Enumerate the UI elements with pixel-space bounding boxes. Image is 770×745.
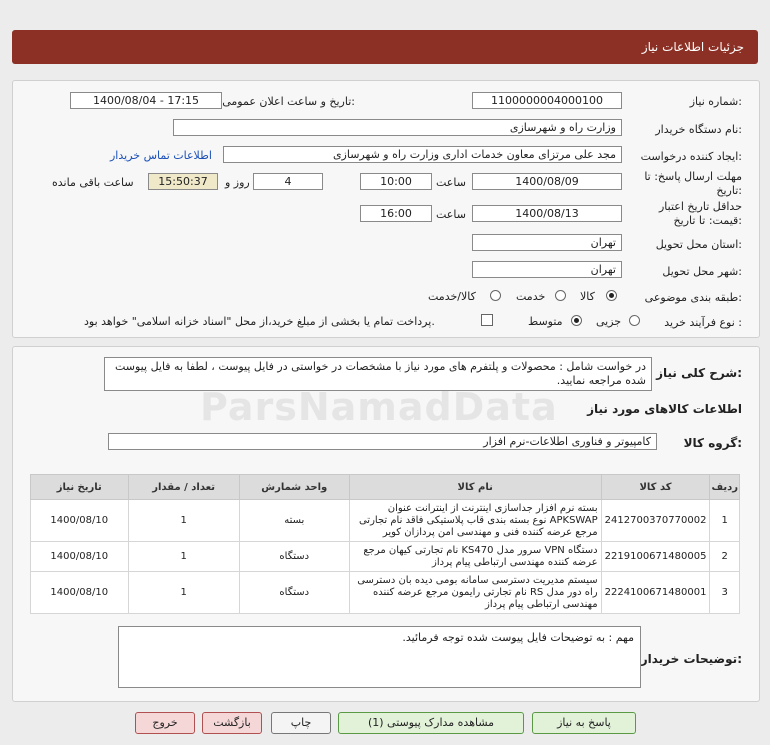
category-both-radio[interactable] bbox=[490, 290, 501, 301]
table-row[interactable] bbox=[31, 572, 740, 614]
creator-label: ایجاد کننده درخواست: bbox=[640, 150, 742, 163]
creator-field: مجد علی مرتزای معاون خدمات اداری وزارت راه و شهرسازی bbox=[223, 146, 622, 163]
goods-group-label: گروه کالا: bbox=[683, 436, 742, 450]
validity-label: حداقل تاریخ اعتبار قیمت: تا تاریخ: bbox=[658, 200, 742, 227]
validity-time-field: 16:00 bbox=[360, 205, 432, 222]
cell-date: 1400/08/10 bbox=[31, 500, 129, 542]
need-number-label: شماره نیاز: bbox=[689, 95, 742, 108]
cell-name: بسته نرم افزار جداسازی اینترنت از اینترانت عنوان APKSWAP نوع بسته بندی قاب پلاستیکی فاقد نام تجارتی مرجع عرضه کننده فنی و مهندسی امن پردازان کویر bbox=[349, 500, 601, 542]
cell-unit: دستگاه bbox=[239, 572, 349, 614]
buyer-org-label: نام دستگاه خریدار: bbox=[655, 123, 742, 136]
cell-code: 2219100671480005 bbox=[601, 542, 710, 572]
validity-time-label: ساعت bbox=[436, 208, 466, 221]
process-minor-radio[interactable] bbox=[629, 315, 640, 326]
category-service-radio[interactable] bbox=[555, 290, 566, 301]
cell-code: 2224100671480001 bbox=[601, 572, 710, 614]
page-title: جزئیات اطلاعات نیاز bbox=[641, 40, 744, 54]
cell-row: 3 bbox=[710, 572, 740, 614]
category-both-label: کالا/خدمت bbox=[428, 290, 476, 303]
process-label: نوع فرآیند خرید : bbox=[664, 316, 742, 329]
reply-time-label: ساعت bbox=[436, 176, 466, 189]
treasury-payment-note: پرداخت تمام یا بخشی از مبلغ خرید،از محل "اسناد خزانه اسلامی" خواهد بود. bbox=[84, 315, 435, 328]
cell-qty: 1 bbox=[128, 542, 239, 572]
process-minor-label: جزیی bbox=[596, 315, 622, 328]
province-label: استان محل تحویل: bbox=[655, 238, 742, 251]
col-name: نام کالا bbox=[349, 475, 601, 500]
page-header bbox=[12, 30, 758, 64]
category-label: طبقه بندی موضوعی: bbox=[644, 291, 742, 304]
buyer-org-field: وزارت راه و شهرسازی bbox=[173, 119, 622, 136]
goods-section-title: اطلاعات کالاهای مورد نیاز bbox=[587, 402, 742, 416]
cell-row: 1 bbox=[710, 500, 740, 542]
cell-qty: 1 bbox=[128, 572, 239, 614]
category-service-label: خدمت bbox=[516, 290, 546, 303]
cell-qty: 1 bbox=[128, 500, 239, 542]
cell-date: 1400/08/10 bbox=[31, 542, 129, 572]
table-row[interactable] bbox=[31, 500, 740, 542]
table-row[interactable] bbox=[31, 542, 740, 572]
reply-time-field: 10:00 bbox=[360, 173, 432, 190]
print-button[interactable]: چاپ bbox=[271, 712, 331, 734]
col-date: تاریخ نیاز bbox=[31, 475, 129, 500]
cell-code: 2412700370770002 bbox=[601, 500, 710, 542]
city-field: تهران bbox=[472, 261, 622, 278]
validity-date-field: 1400/08/13 bbox=[472, 205, 622, 222]
reply-button[interactable]: پاسخ به نیاز bbox=[532, 712, 636, 734]
announce-field: 1400/08/04 - 17:15 bbox=[70, 92, 222, 109]
description-box: در خواست شامل : محصولات و پلتفرم های مورد نیاز با مشخصات در خواستی در فایل پیوست ، لطفا به فایل پیوست شده مراجعه نمایید. bbox=[104, 357, 652, 391]
col-unit: واحد شمارش bbox=[239, 475, 349, 500]
reply-deadline-label: مهلت ارسال پاسخ: تا تاریخ: bbox=[644, 170, 742, 197]
province-field: تهران bbox=[472, 234, 622, 251]
view-attachments-button[interactable]: مشاهده مدارک پیوستی (1) bbox=[338, 712, 524, 734]
need-number-field: 1100000004000100 bbox=[472, 92, 622, 109]
cell-name: دستگاه VPN سرور مدل KS470 نام تجارتی کیهان مرجع عرضه کننده مهندسی ارتباطی پیام پرداز bbox=[349, 542, 601, 572]
reply-date-field: 1400/08/09 bbox=[472, 173, 622, 190]
exit-button[interactable]: خروج bbox=[135, 712, 195, 734]
goods-group-field: کامپیوتر و فناوری اطلاعات-نرم افزار bbox=[108, 433, 657, 450]
remaining-time-field: 15:50:37 bbox=[148, 173, 218, 190]
goods-table-wrap bbox=[30, 474, 740, 614]
contact-buyer-link[interactable]: اطلاعات تماس خریدار bbox=[110, 149, 212, 162]
announce-label: تاریخ و ساعت اعلان عمومی: bbox=[222, 95, 355, 108]
category-goods-label: کالا bbox=[580, 290, 595, 303]
buyer-notes-box: مهم : به توضیحات فایل پیوست شده توجه فرمائید. bbox=[118, 626, 641, 688]
process-medium-label: متوسط bbox=[528, 315, 563, 328]
days-field: 4 bbox=[253, 173, 323, 190]
remaining-label: ساعت باقی مانده bbox=[52, 176, 134, 189]
city-label: شهر محل تحویل: bbox=[662, 265, 742, 278]
col-code: کد کالا bbox=[601, 475, 710, 500]
cell-unit: بسته bbox=[239, 500, 349, 542]
goods-table bbox=[30, 474, 740, 614]
process-medium-radio[interactable] bbox=[571, 315, 582, 326]
description-label: شرح کلی نیاز: bbox=[656, 366, 742, 380]
treasury-payment-checkbox[interactable] bbox=[481, 314, 493, 326]
cell-unit: دستگاه bbox=[239, 542, 349, 572]
table-header-row bbox=[31, 475, 740, 500]
cell-date: 1400/08/10 bbox=[31, 572, 129, 614]
cell-name: سیستم مدیریت دسترسی سامانه بومی دیده بان دسترسی راه دور مدل RS نام تجارتی رایمون مرجع عرضه کننده مهندسی ارتباطی پیام پرداز bbox=[349, 572, 601, 614]
cell-row: 2 bbox=[710, 542, 740, 572]
back-button[interactable]: بازگشت bbox=[202, 712, 262, 734]
buyer-notes-label: توضیحات خریدار: bbox=[640, 652, 742, 666]
col-row: ردیف bbox=[710, 475, 740, 500]
days-label: روز و bbox=[225, 176, 250, 189]
category-goods-radio[interactable] bbox=[606, 290, 617, 301]
col-qty: تعداد / مقدار bbox=[128, 475, 239, 500]
